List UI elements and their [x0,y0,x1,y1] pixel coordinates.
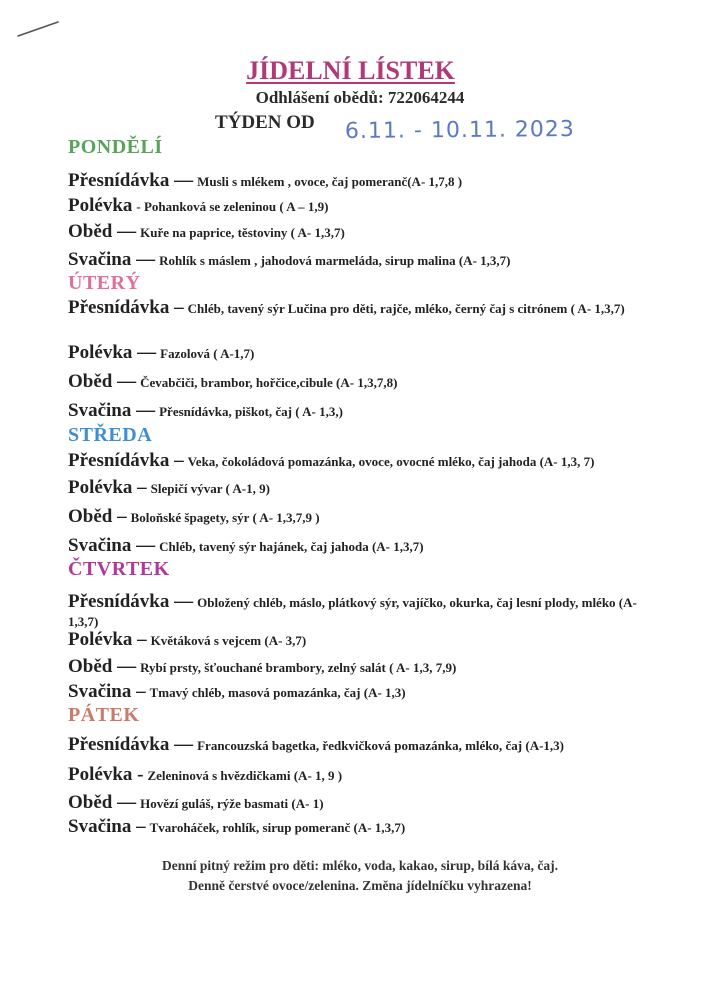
meal-row [68,372,658,392]
footer-drinking-regime: Denní pitný režim pro děti: mléko, voda, kakao, sirup, bílá káva, čaj. [162,858,558,873]
meal-label: Svačina – [68,681,146,702]
meal-label: Svačina — [68,400,156,421]
week-label: TÝDEN OD [215,112,315,133]
meal-row [68,765,658,785]
day-heading-streda: STŘEDA [68,424,153,446]
menu-title: JÍDELNÍ LÍSTEK [246,56,455,85]
meal-label: Polévka – [68,477,147,498]
meal-label: Svačina — [68,535,156,556]
meal-text: Chléb, tavený sýr Lučina pro děti, rajče, mléko, černý čaj s citrónem ( A- 1,3,7) [187,301,625,316]
meal-text: Rybí prsty, šťouchané brambory, zelný salát ( A- 1,3, 7,9) [140,660,457,675]
meal-row [68,171,658,191]
meal-text: Boloňské špagety, sýr ( A- 1,3,7,9 ) [130,510,320,525]
meal-row [68,793,658,813]
meal-row [68,735,658,755]
meal-text: Květáková s vejcem (A- 3,7) [150,633,307,648]
meal-text: Zeleninová s hvězdičkami (A- 1, 9 ) [147,768,343,783]
meal-row [68,507,658,527]
meal-label: Oběd — [68,656,137,677]
meal-text: Obložený chléb, máslo, plátkový sýr, vajíčko, okurka, čaj lesní plody, mléko (A- 1,3,7) [68,595,637,629]
meal-label: Oběd — [68,371,137,392]
meal-label: Oběd — [68,221,137,242]
meal-row [68,196,658,216]
meal-label: Přesnídávka — [68,591,194,612]
meal-row [68,343,658,363]
meal-row [68,478,658,498]
day-heading-ctvrtek: ČTVRTEK [68,558,170,580]
meal-text: Přesnídávka, piškot, čaj ( A- 1,3,) [159,404,343,419]
footer-fresh-fruit-note: Denně čerstvé ovoce/zelenina. Změna jídelníčku vyhrazena! [188,878,532,893]
meal-text: Veka, čokoládová pomazánka, ovoce, ovocné mléko, čaj jahoda (A- 1,3, 7) [187,454,595,469]
meal-text: Tmavý chléb, masová pomazánka, čaj (A- 1,3) [149,685,406,700]
meal-label: Přesnídávka — [68,734,194,755]
meal-label: Svačina – [68,816,146,837]
meal-text: Francouzská bagetka, ředkvičková pomazánka, mléko, čaj (A-1,3) [197,738,564,753]
meal-text: Chléb, tavený sýr hajánek, čaj jahoda (A- 1,3,7) [159,539,424,554]
meal-row [68,451,658,471]
lunch-cancel-phone: Odhlášení obědů: 722064244 [255,88,465,107]
pencil-mark [16,18,60,40]
meal-row [68,401,658,421]
meal-label: Přesnídávka – [68,297,184,318]
footer-notes [0,856,701,896]
meal-text: - Pohanková se zeleninou ( A – 1,9) [136,199,329,214]
meal-row [68,298,658,318]
week-dates-handwritten: 6.11. - 10.11. 2023 [344,116,575,145]
meal-label: Polévka – [68,629,147,650]
meal-label: Polévka — [68,342,157,363]
meal-text: Kuře na paprice, těstoviny ( A- 1,3,7) [140,225,345,240]
meal-row [68,630,658,650]
meal-text: Fazolová ( A-1,7) [160,346,255,361]
day-heading-utery: ÚTERÝ [68,272,141,294]
meal-label: Přesnídávka — [68,170,194,191]
meal-label: Oběd — [68,792,137,813]
meal-label: Přesnídávka – [68,450,184,471]
meal-text: Hovězí guláš, rýže basmati (A- 1) [140,796,324,811]
meal-row [68,222,658,242]
meal-text: Rohlík s máslem , jahodová marmeláda, sirup malina (A- 1,3,7) [159,253,511,268]
meal-text: Slepičí vývar ( A-1, 9) [150,481,270,496]
meal-text: Musli s mlékem , ovoce, čaj pomeranč(A- 1,7,8 ) [197,174,463,189]
meal-row [68,657,658,677]
meal-row [68,817,658,837]
meal-label: Polévka [68,195,133,216]
meal-text: Tvaroháček, rohlík, sirup pomeranč (A- 1,3,7) [149,820,406,835]
meal-row [68,250,658,270]
meal-row [68,592,658,631]
meal-row [68,536,658,556]
meal-label: Polévka - [68,764,144,785]
meal-text: Čevabčiči, brambor, hořčice,cibule (A- 1,3,7,8) [140,375,398,390]
meal-label: Oběd – [68,506,127,527]
meal-row [68,682,658,702]
day-heading-patek: PÁTEK [68,704,140,726]
day-heading-pondeli: PONDĚLÍ [68,136,163,158]
meal-label: Svačina — [68,249,156,270]
